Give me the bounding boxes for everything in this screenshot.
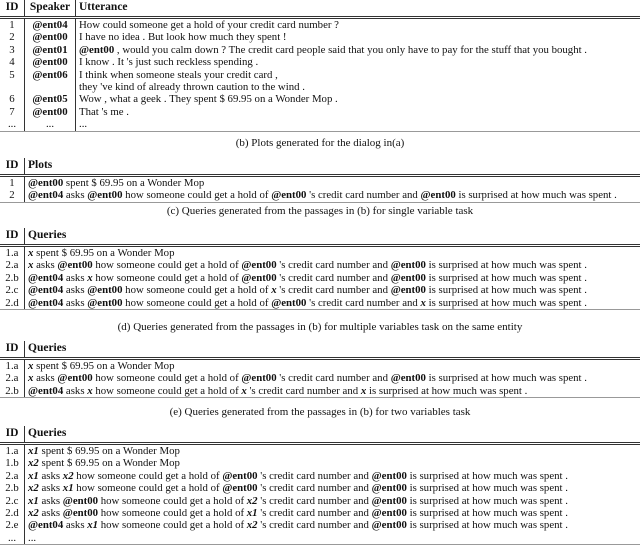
row-text — [25, 359, 640, 373]
row-id: 5 — [0, 69, 25, 81]
table-row — [0, 56, 640, 68]
row-id: 7 — [0, 106, 25, 118]
entity-mention: @ent04 — [28, 271, 64, 284]
row-text — [25, 297, 640, 310]
text-segment: is surprised at how much was spent . — [425, 284, 587, 297]
header-queries: Queries — [28, 229, 67, 241]
row-text — [25, 532, 640, 545]
row-text — [25, 284, 640, 296]
row-id: 1.a — [0, 359, 25, 373]
row-text — [25, 519, 640, 531]
variable: x — [420, 296, 426, 309]
text-segment: how someone could get a hold of — [122, 296, 272, 309]
entity-mention: @ent04 — [28, 384, 64, 397]
entity-mention: @ent00 — [390, 372, 426, 385]
text-segment: How could someone get a hold of your credit card number ? — [79, 19, 339, 31]
text-segment: how someone could get a hold of — [92, 384, 242, 397]
variable: x — [271, 284, 277, 297]
table-row — [0, 519, 640, 531]
row-text — [25, 385, 640, 398]
row-speaker: @ent00 — [25, 56, 76, 68]
text-segment: 's credit card number and — [257, 519, 372, 532]
text-segment: 's credit card number and — [306, 189, 421, 202]
variable: x — [28, 247, 34, 259]
text-segment: 's credit card number and — [276, 284, 391, 297]
variable: x1 — [246, 507, 258, 520]
row-id: 4 — [0, 56, 25, 68]
row-utterance — [76, 18, 640, 32]
variable: x2 — [28, 482, 39, 495]
variable: x1 — [28, 445, 39, 457]
row-text — [25, 457, 640, 469]
row-id: ... — [0, 532, 25, 545]
row-utterance — [76, 118, 640, 131]
entity-mention: @ent00 — [420, 189, 456, 202]
dialog-table — [0, 0, 640, 132]
text-segment: 's credit card number and — [306, 296, 421, 309]
text-segment: is surprised at how much was spent . — [406, 469, 568, 482]
text-segment: asks — [63, 296, 88, 309]
row-speaker: @ent00 — [25, 106, 76, 118]
text-segment: asks — [63, 384, 88, 397]
entity-mention: @ent00 — [241, 259, 277, 272]
caption-b: (b) Plots generated for the dialog in(a) — [235, 137, 405, 149]
entity-mention: @ent00 — [390, 259, 426, 272]
variable: x2 — [28, 457, 39, 470]
text-segment: is surprised at how much was spent . — [425, 259, 587, 272]
variable: x — [241, 384, 247, 397]
entity-mention: @ent00 — [87, 189, 123, 202]
text-segment: asks — [33, 259, 58, 272]
row-speaker: @ent01 — [25, 44, 76, 56]
entity-mention: @ent00 — [57, 372, 93, 385]
row-id: 3 — [0, 44, 25, 56]
table-row — [0, 189, 640, 202]
text-segment: spent $ 69.95 on a Wonder Mop — [38, 445, 180, 457]
variable: x2 — [246, 494, 258, 507]
row-speaker — [25, 81, 76, 93]
text-segment: That 's me . — [79, 105, 129, 118]
variable: x — [28, 360, 34, 372]
text-segment: spent $ 69.95 on a Wonder Mop — [38, 457, 180, 470]
entity-mention: @ent00 — [87, 296, 123, 309]
table-row — [0, 81, 640, 93]
table-row — [0, 118, 640, 131]
row-id: 6 — [0, 93, 25, 105]
caption-d: (d) Queries generated from the passages in (b) for multiple variables task on the same entity — [117, 321, 523, 333]
table-row — [0, 359, 640, 373]
variable: x1 — [28, 469, 39, 482]
header-queries: Queries — [28, 427, 67, 439]
row-id: 2.a — [0, 470, 25, 482]
caption-e: (e) Queries generated from the passages in (b) for two variables task — [169, 406, 471, 418]
text-segment: how someone could get a hold of — [98, 494, 247, 507]
row-id: 2.a — [0, 372, 25, 384]
text-segment: 's credit card number and — [257, 494, 372, 507]
text-segment: 's credit card number and — [276, 372, 391, 385]
row-id: 2.b — [0, 385, 25, 398]
row-utterance — [76, 31, 640, 43]
header-id: ID — [0, 158, 25, 176]
table-row — [0, 372, 640, 384]
entity-mention: @ent00 — [222, 482, 258, 495]
text-segment: asks — [63, 284, 88, 297]
text-segment: I think when someone steals your credit card , — [79, 68, 278, 81]
row-text — [25, 470, 640, 482]
header-id: ID — [0, 341, 25, 359]
variable: x2 — [62, 469, 74, 482]
entity-mention: @ent04 — [28, 519, 64, 532]
text-segment: how someone could get a hold of — [122, 189, 272, 202]
text-segment: how someone could get a hold of — [92, 271, 242, 284]
row-utterance — [76, 69, 640, 81]
entity-mention: @ent00 — [62, 494, 99, 507]
text-segment: Wow , what a geek . They spent $ 69.95 on a Wonder Mop . — [79, 93, 338, 106]
table-row — [0, 93, 640, 105]
text-segment: is surprised at how much was spent . — [366, 384, 528, 397]
header-id: ID — [0, 426, 25, 444]
row-text — [25, 372, 640, 384]
row-id: 2.c — [0, 495, 25, 507]
table-row — [0, 31, 640, 43]
text-segment: is surprised at how much was spent . — [455, 189, 617, 202]
row-id: 2.a — [0, 259, 25, 271]
table-row — [0, 457, 640, 469]
text-segment: ... — [79, 118, 88, 131]
variable: x — [28, 259, 34, 272]
row-utterance — [76, 93, 640, 105]
row-id: 1 — [0, 176, 25, 190]
text-segment: asks — [38, 494, 63, 507]
row-text — [25, 482, 640, 494]
row-id: 1.b — [0, 457, 25, 469]
table-row — [0, 272, 640, 284]
table-row — [0, 246, 640, 260]
text-segment: how someone could get a hold of — [98, 519, 247, 532]
entity-mention: @ent04 — [28, 189, 64, 202]
entity-mention: @ent00 — [222, 469, 258, 482]
variable: x2 — [246, 519, 258, 532]
text-segment: is surprised at how much was spent . — [425, 271, 587, 284]
variable: x1 — [62, 482, 74, 495]
table-row — [0, 444, 640, 458]
entity-mention: @ent00 — [79, 43, 115, 56]
entity-mention: @ent00 — [371, 482, 407, 495]
entity-mention: @ent00 — [28, 177, 64, 189]
row-text — [25, 507, 640, 519]
text-segment: how someone could get a hold of — [122, 284, 272, 297]
text-segment: 's credit card number and — [257, 482, 372, 495]
text-segment: asks — [38, 482, 63, 495]
row-id: 2.e — [0, 519, 25, 531]
text-segment: ... — [28, 531, 37, 544]
variable: x — [87, 271, 93, 284]
entity-mention: @ent00 — [57, 259, 93, 272]
row-id: 2.b — [0, 482, 25, 494]
text-segment: they 've kind of already thrown caution to the wind . — [79, 81, 305, 94]
table-row — [0, 532, 640, 545]
text-segment: 's credit card number and — [276, 259, 391, 272]
row-text — [25, 444, 640, 458]
row-utterance — [76, 44, 640, 56]
text-segment: how someone could get a hold of — [73, 469, 223, 482]
text-segment: I have no idea . But look how much they spent ! — [79, 31, 287, 44]
table-row — [0, 44, 640, 56]
row-utterance — [76, 106, 640, 118]
entity-mention: @ent00 — [371, 494, 407, 507]
entity-mention: @ent00 — [241, 372, 277, 385]
text-segment: asks — [38, 507, 63, 520]
entity-mention: @ent00 — [371, 519, 407, 532]
row-text — [25, 176, 640, 190]
row-id: 1.a — [0, 444, 25, 458]
text-segment: spent $ 69.95 on a Wonder Mop — [63, 177, 205, 189]
row-utterance — [76, 56, 640, 68]
entity-mention: @ent00 — [390, 284, 426, 297]
row-id: 2.b — [0, 272, 25, 284]
header-utterance: Utterance — [79, 1, 128, 13]
entity-mention: @ent04 — [28, 284, 64, 297]
row-speaker: @ent04 — [25, 18, 76, 32]
text-segment: is surprised at how much was spent . — [425, 372, 587, 385]
table-row — [0, 176, 640, 190]
table-row — [0, 470, 640, 482]
row-id — [0, 81, 25, 93]
row-speaker: @ent06 — [25, 69, 76, 81]
text-segment: asks — [63, 271, 88, 284]
row-speaker: ... — [25, 118, 76, 131]
text-segment: how someone could get a hold of — [98, 507, 247, 520]
row-id: ... — [0, 118, 25, 131]
single-variable-queries-table — [0, 228, 640, 310]
entity-mention: @ent00 — [62, 507, 99, 520]
header-plots: Plots — [28, 159, 53, 171]
table-row — [0, 507, 640, 519]
row-text — [25, 189, 640, 202]
table-row — [0, 259, 640, 271]
row-text — [25, 272, 640, 284]
variable: x — [28, 372, 34, 385]
entity-mention: @ent00 — [271, 296, 307, 309]
header-speaker: Speaker — [25, 0, 76, 18]
table-row — [0, 482, 640, 494]
table-row — [0, 18, 640, 32]
text-segment: spent $ 69.95 on a Wonder Mop — [33, 360, 175, 372]
text-segment: 's credit card number and — [276, 271, 391, 284]
entity-mention: @ent00 — [241, 271, 277, 284]
entity-mention: @ent00 — [87, 284, 123, 297]
text-segment: is surprised at how much was spent . — [406, 507, 568, 520]
two-variables-queries-table — [0, 426, 640, 545]
text-segment: asks — [63, 519, 88, 532]
table-row — [0, 297, 640, 310]
row-id: 2.d — [0, 297, 25, 310]
entity-mention: @ent00 — [390, 271, 426, 284]
text-segment: asks — [38, 469, 63, 482]
text-segment: how someone could get a hold of — [92, 372, 242, 385]
header-id: ID — [0, 0, 25, 18]
table-row — [0, 495, 640, 507]
text-segment: 's credit card number and — [257, 507, 372, 520]
variable: x1 — [87, 519, 99, 532]
row-text — [25, 259, 640, 271]
text-segment: 's credit card number and — [246, 384, 361, 397]
table-row — [0, 284, 640, 296]
variable: x — [87, 384, 93, 397]
variable: x1 — [28, 494, 39, 507]
table-row — [0, 106, 640, 118]
plots-table — [0, 158, 640, 203]
text-segment: is surprised at how much was spent . — [406, 494, 568, 507]
text-segment: 's credit card number and — [257, 469, 372, 482]
text-segment: I know . It 's just such reckless spending . — [79, 56, 259, 69]
text-segment: asks — [63, 189, 88, 202]
entity-mention: @ent00 — [371, 469, 407, 482]
row-utterance — [76, 81, 640, 93]
row-speaker: @ent00 — [25, 31, 76, 43]
entity-mention: @ent04 — [28, 296, 64, 309]
variable: x2 — [28, 507, 39, 520]
text-segment: is surprised at how much was spent . — [406, 482, 568, 495]
text-segment: how someone could get a hold of — [73, 482, 223, 495]
row-speaker: @ent05 — [25, 93, 76, 105]
text-segment: how someone could get a hold of — [92, 259, 242, 272]
row-text — [25, 246, 640, 260]
text-segment: spent $ 69.95 on a Wonder Mop — [33, 247, 175, 259]
row-id: 1.a — [0, 246, 25, 260]
row-id: 2.c — [0, 284, 25, 296]
row-id: 2 — [0, 189, 25, 202]
header-queries: Queries — [28, 342, 67, 354]
row-id: 1 — [0, 18, 25, 32]
text-segment: is surprised at how much was spent . — [425, 296, 587, 309]
text-segment: is surprised at how much was spent . — [406, 519, 568, 532]
table-row — [0, 385, 640, 398]
text-segment: asks — [33, 372, 58, 385]
row-id: 2.d — [0, 507, 25, 519]
header-id: ID — [0, 228, 25, 246]
row-id: 2 — [0, 31, 25, 43]
multiple-variables-queries-table — [0, 341, 640, 398]
caption-c: (c) Queries generated from the passages in (b) for single variable task — [166, 205, 474, 217]
entity-mention: @ent00 — [271, 189, 307, 202]
entity-mention: @ent00 — [371, 507, 407, 520]
table-row — [0, 69, 640, 81]
text-segment: , would you calm down ? The credit card people said that you only have to pay for the stuff that you bought . — [114, 43, 587, 56]
variable: x — [360, 384, 367, 397]
row-text — [25, 495, 640, 507]
